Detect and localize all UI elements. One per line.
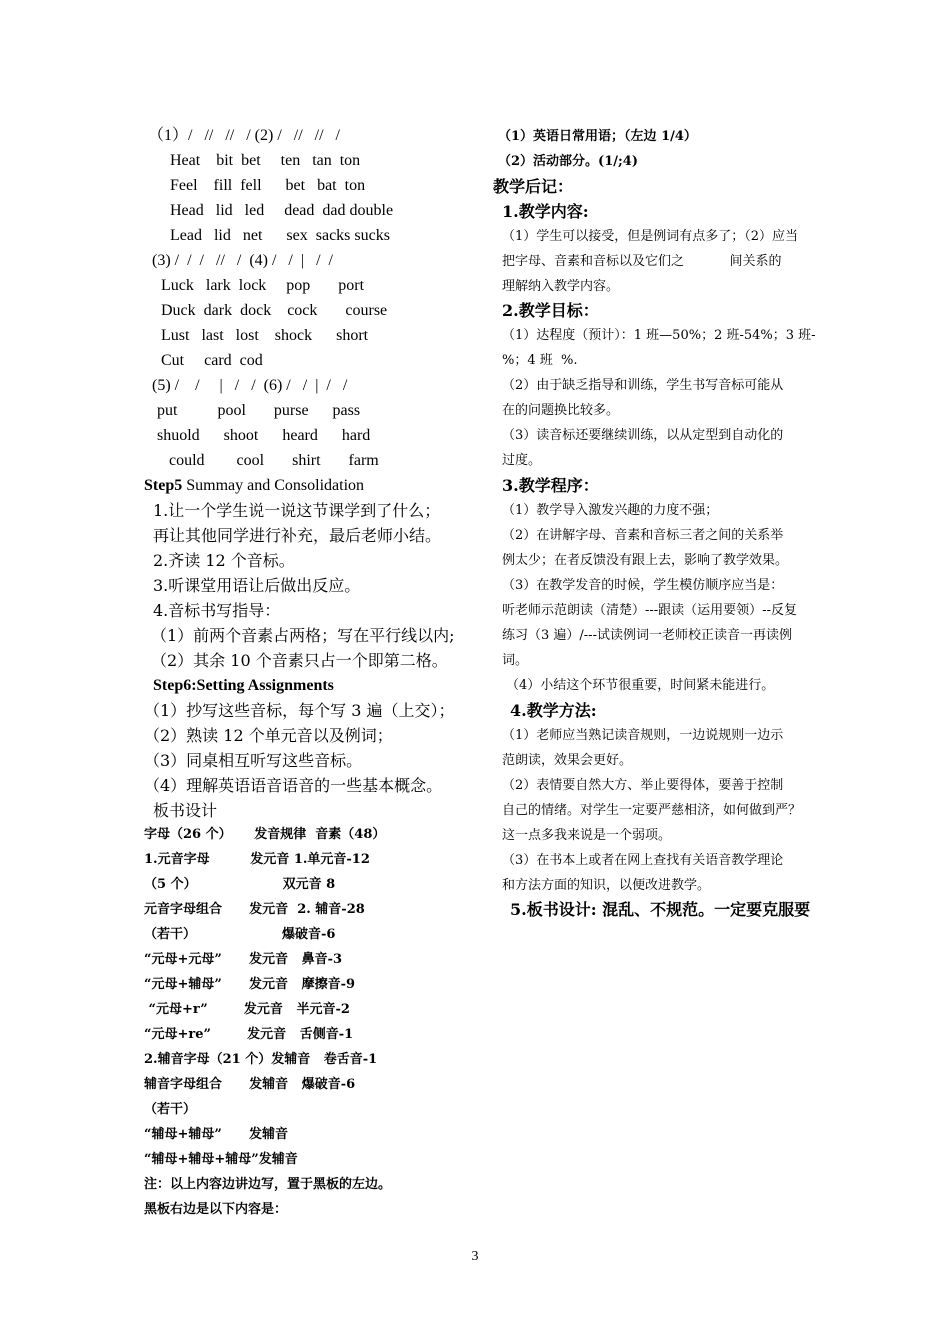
phonetic-group-3: (5) / / | / / (6) / / | / / xyxy=(152,377,348,394)
section-line: 例太少；在者反馈没有跟上去，影响了教学效果。 xyxy=(502,553,789,568)
board-note: 注：以上内容边讲边写，置于黑板的左边。 xyxy=(144,1177,392,1192)
afterword-title: 教学后记： xyxy=(493,177,574,196)
phonetic-row: Heat bit bet ten tan ton xyxy=(170,152,361,169)
section-line: 过度。 xyxy=(502,453,542,468)
phonetic-row: Luck lark lock pop port xyxy=(161,277,365,294)
step6-heading: Step6:Setting Assignments xyxy=(153,677,334,694)
section-line: 把字母、音素和音标以及它们之 间关系的 xyxy=(502,254,782,269)
board-line: “元母+元母” 发元音 鼻音-3 xyxy=(144,952,343,967)
board-line: “辅母+辅母” 发辅音 xyxy=(144,1127,289,1142)
board-line: “元母+辅母” 发元音 摩擦音-9 xyxy=(144,977,356,992)
step5-item: （2）其余 10 个音素只占一个即第二格。 xyxy=(151,651,448,670)
section-line: （2）在讲解字母、音素和音标三者之间的关系举 xyxy=(502,528,784,543)
step6-item: （3）同桌相互听写这些音标。 xyxy=(144,751,363,770)
section-line: （1）老师应当熟记读音规则，一边说规则一边示 xyxy=(502,728,784,743)
phonetic-group-1: （1）/ // // / (2) / // // / xyxy=(148,127,341,144)
phonetic-row: Duck dark dock cock course xyxy=(161,302,388,319)
step6-item: （2）熟读 12 个单元音以及例词； xyxy=(144,726,393,745)
section-title: 5.板书设计: 混乱、不规范。一定要克服要 xyxy=(510,900,811,919)
section-line: （1）达程度（预计）：1 班—50%；2 班-54%；3 班- xyxy=(502,328,816,343)
phonetic-row: Lead lid net sex sacks sucks xyxy=(170,227,390,244)
board-line: 字母（26 个） 发音规律 音素（48） xyxy=(144,827,386,842)
section-line: 在的问题换比较多。 xyxy=(502,403,620,418)
board-right-item: （2）活动部分。(1/;4) xyxy=(498,154,638,169)
step5-item: （1）前两个音素占两格；写在平行线以内; xyxy=(151,626,455,645)
board-line: 元音字母组合 发元音 2. 辅音-28 xyxy=(144,902,365,917)
section-line: 练习（3 遍）/---试读例词一老师校正读音一再读例 xyxy=(502,628,792,643)
step5-heading: Step5 Summay and Consolidation xyxy=(144,477,365,494)
board-design-title: 板书设计 xyxy=(153,801,218,820)
section-line: （3）读音标还要继续训练，以从定型到自动化的 xyxy=(502,428,784,443)
step5-item: 3.听课堂用语让后做出反应。 xyxy=(153,576,361,595)
step6-item: （4）理解英语语音语音的一些基本概念。 xyxy=(144,776,443,795)
section-title: 1.教学内容: xyxy=(502,202,589,221)
step5-item: 2.齐读 12 个音标。 xyxy=(153,551,295,570)
section-line: （4）小结这个环节很重要，时间紧未能进行。 xyxy=(506,678,775,693)
board-line: 1.元音字母 发元音 1.单元音-12 xyxy=(144,852,370,867)
section-title: 4.教学方法: xyxy=(510,701,597,720)
phonetic-row: shuold shoot heard hard xyxy=(157,427,371,444)
board-line: （若干） 爆破音-6 xyxy=(144,927,336,942)
section-line: %；4 班 %. xyxy=(502,353,578,368)
section-line: （3）在书本上或者在网上查找有关语音教学理论 xyxy=(502,853,784,868)
step6-item: （1）抄写这些音标，每个写 3 遍（上交）； xyxy=(144,701,455,720)
phonetic-row: Head lid led dead dad double xyxy=(170,202,394,219)
board-line: 辅音字母组合 发辅音 爆破音-6 xyxy=(144,1077,356,1092)
board-line: 2.辅音字母（21 个）发辅音 卷舌音-1 xyxy=(144,1052,378,1067)
section-line: 词。 xyxy=(502,653,529,668)
board-line: “辅母+辅母+辅母”发辅音 xyxy=(144,1152,298,1167)
step5-item: 再让其他同学进行补充，最后老师小结。 xyxy=(153,526,442,545)
section-title: 2.教学目标： xyxy=(502,301,599,320)
section-line: （3）在教学发音的时候，学生模仿顺序应当是： xyxy=(502,578,784,593)
phonetic-group-2: (3) / / / // / (4) / / | / / xyxy=(152,252,333,269)
section-line: （2）由于缺乏指导和训练，学生书写音标可能从 xyxy=(502,378,784,393)
section-line: 理解纳入教学内容。 xyxy=(502,279,620,294)
step5-item: 4.音标书写指导： xyxy=(153,601,281,620)
phonetic-row: put pool purse pass xyxy=(157,402,361,419)
section-line: 听老师示范朗读（清楚）---跟读（运用要领）--反复 xyxy=(502,603,797,618)
section-line: 自己的情绪。对学生一定要严慈相济，如何做到严？ xyxy=(502,803,802,818)
section-line: 这一点多我来说是一个弱项。 xyxy=(502,828,672,843)
phonetic-row: Feel fill fell bet bat ton xyxy=(170,177,366,194)
phonetic-row: Lust last lost shock short xyxy=(161,327,369,344)
board-right-item: （1）英语日常用语；（左边 1/4） xyxy=(498,129,697,144)
phonetic-row: Cut card cod xyxy=(161,352,263,369)
board-line: “元母+r” 发元音 半元音-2 xyxy=(144,1002,350,1017)
section-line: （1）教学导入激发兴趣的力度不强； xyxy=(502,503,719,518)
phonetic-row: could cool shirt farm xyxy=(169,452,379,469)
board-line: （若干） xyxy=(144,1102,197,1117)
step5-item: 1.让一个学生说一说这节课学到了什么； xyxy=(153,501,441,520)
section-line: 和方法方面的知识，以便改进教学。 xyxy=(502,878,711,893)
section-title: 3.教学程序： xyxy=(502,476,599,495)
section-line: 范朗读，效果会更好。 xyxy=(502,753,633,768)
board-note: 黑板右边是以下内容是： xyxy=(144,1202,288,1217)
board-line: （5 个） 双元音 8 xyxy=(144,877,336,892)
page-number: 3 xyxy=(471,1249,479,1264)
board-line: “元母+re” 发元音 舌侧音-1 xyxy=(144,1027,354,1042)
section-line: （2）表情要自然大方、举止要得体，要善于控制 xyxy=(502,778,784,793)
section-line: （1）学生可以接受，但是例词有点多了；（2）应当 xyxy=(502,229,799,244)
